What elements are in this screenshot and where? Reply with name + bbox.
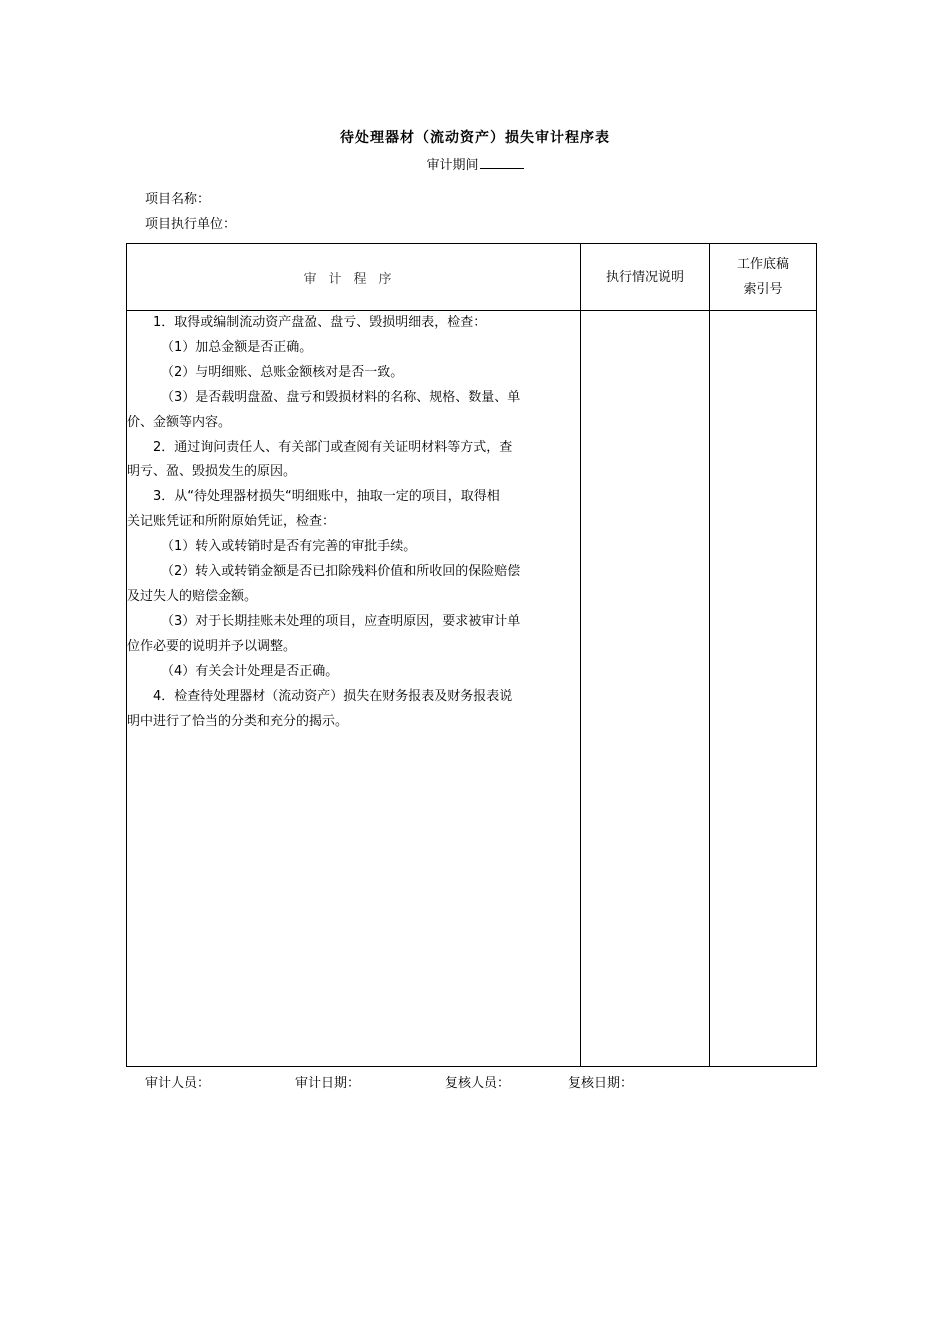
procedure-line: 价、金额等内容。: [127, 414, 232, 430]
procedure-line: （4）有关会计处理是否正确。: [161, 663, 339, 679]
working-paper-ref-cell: [710, 311, 817, 1067]
table-header-row: [127, 244, 817, 311]
audit-period: [0, 154, 950, 173]
review-date-label: 复核日期：: [568, 1076, 634, 1091]
header-ref-line1: 工作底稿: [736, 257, 789, 272]
procedure-line: 1．取得或编制流动资产盘盈、盘亏、毁损明细表，检查：: [153, 315, 487, 330]
procedure-line: （2）与明细账、总账金额核对是否一致。: [161, 364, 404, 380]
procedure-cell: [127, 311, 581, 1067]
procedure-line: 3．从“待处理器材损失“明细账中，抽取一定的项目，取得相: [153, 489, 500, 505]
procedure-line: 关记账凭证和所附原始凭证，检查：: [127, 514, 336, 530]
procedure-line: 4．检查待处理器材（流动资产）损失在财务报表及财务报表说: [153, 688, 513, 704]
procedure-line: 明亏、盈、毁损发生的原因。: [127, 464, 297, 480]
auditor-label: 审计人员：: [145, 1076, 211, 1091]
procedure-lines: [127, 311, 580, 734]
procedure-line: 明中进行了恰当的分类和充分的揭示。: [127, 713, 349, 729]
header-audit-procedure: 审计程序: [127, 244, 581, 311]
audit-period-label: 审计期间: [426, 158, 479, 173]
project-unit-label: 项目执行单位：: [145, 217, 237, 232]
audit-date-label: 审计日期：: [295, 1076, 361, 1091]
procedure-line: （3）是否载明盘盈、盘亏和毁损材料的名称、规格、数量、单: [161, 389, 521, 405]
procedure-line: （2）转入或转销金额是否已扣除残料价值和所收回的保险赔偿: [161, 564, 521, 580]
reviewer-label: 复核人员：: [445, 1076, 511, 1091]
execution-notes-cell: [581, 311, 710, 1067]
procedure-line: （1）加总金额是否正确。: [161, 339, 313, 355]
procedure-line: 位作必要的说明并予以调整。: [127, 638, 297, 654]
table-body-row: [127, 311, 817, 1067]
audit-period-blank: [480, 156, 524, 169]
audit-procedure-table: [126, 243, 817, 1067]
project-name-label: 项目名称：: [145, 192, 211, 207]
procedure-line: 及过失人的赔偿金额。: [127, 588, 258, 604]
header-execution-notes: 执行情况说明: [581, 244, 710, 311]
header-working-paper-ref: [710, 244, 817, 311]
procedure-line: （1）转入或转销时是否有完善的审批手续。: [161, 539, 417, 555]
procedure-line: （3）对于长期挂账未处理的项目，应查明原因，要求被审计单: [161, 613, 521, 629]
header-ref-line2: 索引号: [743, 282, 783, 297]
document-title: 待处理器材（流动资产）损失审计程序表: [340, 130, 610, 146]
procedure-line: 2．通过询问责任人、有关部门或查阅有关证明材料等方式，查: [153, 439, 513, 455]
